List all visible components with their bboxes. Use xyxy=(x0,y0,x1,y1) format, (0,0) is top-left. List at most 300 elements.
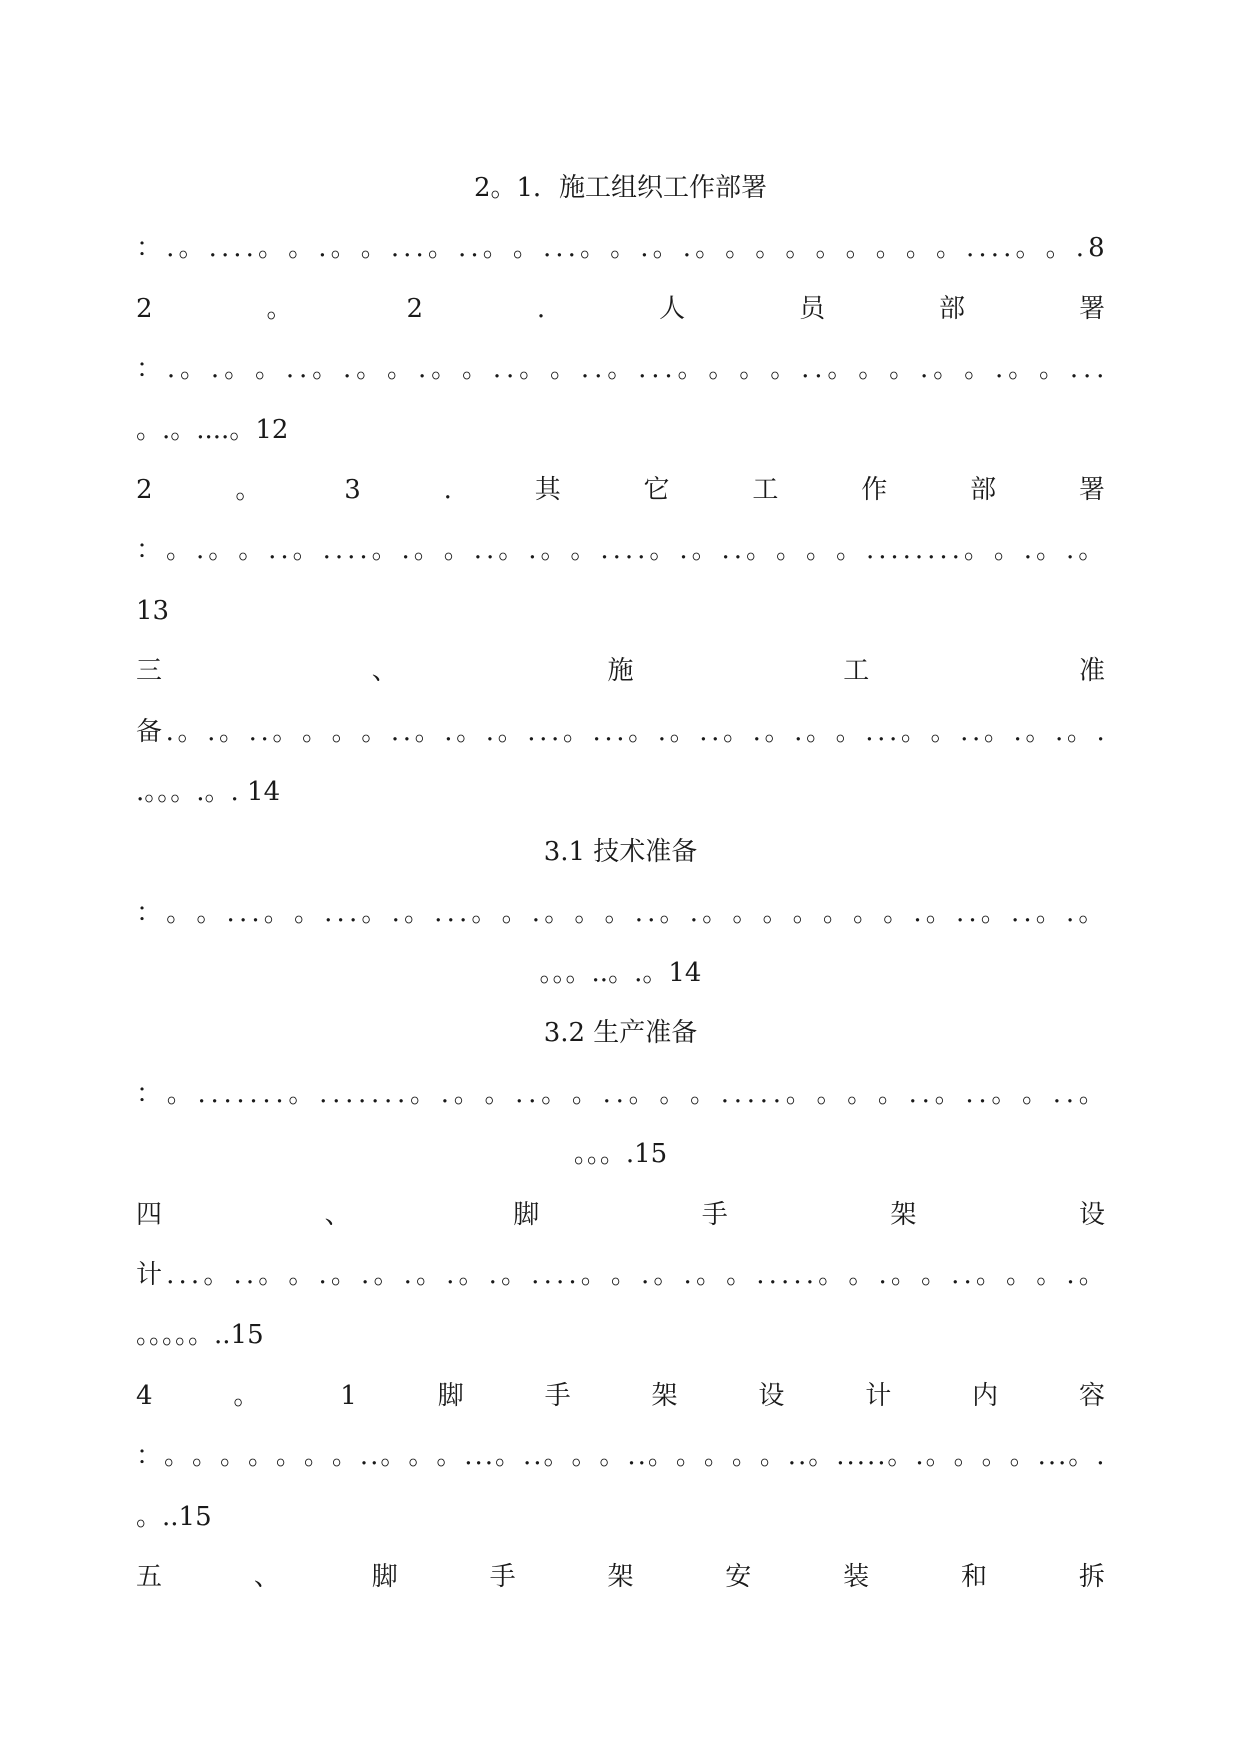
toc-char: . xyxy=(890,535,899,566)
toc-char: . xyxy=(637,535,646,566)
toc-char: 。 xyxy=(925,897,952,928)
toc-char: . xyxy=(960,716,969,747)
toc-char: 。 xyxy=(964,354,991,385)
toc-char: . xyxy=(208,233,217,264)
toc-char: . xyxy=(285,354,295,385)
toc-char: . xyxy=(319,1078,328,1109)
toc-char: . xyxy=(1058,1441,1067,1472)
toc-char: . xyxy=(391,897,400,928)
toc-char: ： xyxy=(136,1441,163,1472)
toc-char: 四 xyxy=(136,1199,163,1230)
toc-char: 。 xyxy=(224,354,251,385)
toc-char: . xyxy=(927,535,936,566)
toc-char: . xyxy=(528,1078,537,1109)
toc-char: . xyxy=(772,1078,781,1109)
toc-char: 。 xyxy=(659,1078,686,1109)
toc-char: . xyxy=(390,716,400,747)
toc-char: 。 xyxy=(653,1260,680,1291)
toc-char: 。 xyxy=(356,354,383,385)
toc-char: . xyxy=(555,233,564,264)
toc-char: . xyxy=(1083,354,1092,385)
toc-char: 。 xyxy=(607,354,634,385)
toc-char: 。 xyxy=(875,233,902,264)
toc-char: . xyxy=(178,1260,187,1291)
toc-char: 。 xyxy=(233,1380,260,1411)
toc-char: 。 xyxy=(1009,1441,1036,1472)
toc-char: 和 xyxy=(961,1561,988,1592)
toc-char: . xyxy=(966,233,975,264)
toc-char: . xyxy=(370,1441,379,1472)
toc-char: 。 xyxy=(703,1441,730,1472)
toc-char: . xyxy=(210,1078,219,1109)
toc-char: . xyxy=(434,897,443,928)
toc-char: . xyxy=(805,1260,815,1291)
toc-char: . xyxy=(464,1441,473,1472)
toc-char: . xyxy=(637,1441,646,1472)
toc-heading: 2。1．施工组织工作部署 xyxy=(473,173,768,203)
toc-char: 。 xyxy=(835,716,862,747)
toc-char: 。 xyxy=(258,233,285,264)
toc-char: 。 xyxy=(759,1441,786,1472)
toc-char: . xyxy=(978,233,987,264)
toc-char: 。 xyxy=(1036,535,1063,566)
toc-char: . xyxy=(220,233,230,264)
toc-char: 。 xyxy=(677,354,704,385)
toc-char: 。 xyxy=(272,716,299,747)
toc-char: 。 xyxy=(792,897,819,928)
toc-char: ： xyxy=(136,354,163,385)
toc-char: ： xyxy=(136,535,163,566)
toc-char: 架 xyxy=(890,1199,917,1230)
toc-char: 。 xyxy=(196,897,223,928)
toc-char: 。 xyxy=(975,1260,1002,1291)
toc-char: 装 xyxy=(843,1561,870,1592)
toc-char: 。 xyxy=(905,233,932,264)
toc-char: 2 xyxy=(406,293,423,324)
toc-char: . xyxy=(801,354,810,385)
toc-char: . xyxy=(1003,233,1012,264)
toc-char: . xyxy=(682,233,691,264)
toc-char: 。 xyxy=(890,1260,917,1291)
toc-char: 。 xyxy=(1078,1260,1105,1291)
toc-char: 。 xyxy=(387,354,414,385)
toc-char: . xyxy=(371,1078,380,1109)
toc-char: . xyxy=(641,1260,650,1291)
toc-char: . xyxy=(968,897,977,928)
toc-char: . xyxy=(592,716,601,747)
toc-char: . xyxy=(978,1078,987,1109)
toc-char: . xyxy=(359,535,368,566)
toc-char: . xyxy=(612,535,621,566)
toc-char: 。 xyxy=(263,897,290,928)
toc-char: 。 xyxy=(702,897,729,928)
toc-char: . xyxy=(689,897,698,928)
toc-char: 、 xyxy=(371,656,398,687)
toc-char: 。 xyxy=(770,354,797,385)
toc-char: 脚 xyxy=(437,1380,464,1411)
toc-char: 。 xyxy=(361,716,388,747)
toc-char: . xyxy=(600,535,609,566)
toc-char: . xyxy=(746,1078,756,1109)
toc-char: 。 xyxy=(275,1441,302,1472)
toc-char: 。 xyxy=(764,716,791,747)
toc-char: 。 xyxy=(361,897,388,928)
toc-char: . xyxy=(679,535,688,566)
toc-char: 。 xyxy=(180,354,207,385)
toc-char: 。 xyxy=(303,1441,330,1472)
toc-char: . xyxy=(657,716,667,747)
toc-char: 。 xyxy=(166,897,193,928)
toc-char: . xyxy=(485,535,495,566)
toc-char: . xyxy=(627,1441,636,1472)
toc-char: . xyxy=(443,474,452,505)
toc-char: 。 xyxy=(1035,897,1062,928)
toc-char: . xyxy=(166,1260,175,1291)
toc-char: . xyxy=(470,233,479,264)
toc-char: . xyxy=(580,354,590,385)
toc-char: . xyxy=(781,1260,790,1291)
toc-char: 、 xyxy=(324,1199,351,1230)
toc-char: 。 xyxy=(980,897,1007,928)
toc-char: . xyxy=(794,716,803,747)
toc-leader xyxy=(136,218,1105,278)
toc-char: . xyxy=(683,1260,692,1291)
toc-char: . xyxy=(522,1441,532,1472)
toc-char: 。 xyxy=(1025,716,1052,747)
toc-char: 。 xyxy=(883,897,910,928)
toc-char: 。 xyxy=(610,233,637,264)
toc-char: 。 xyxy=(293,897,320,928)
toc-char: 。 xyxy=(835,535,862,566)
toc-char: . xyxy=(336,897,345,928)
toc-char: . xyxy=(166,233,175,264)
toc-char: 设 xyxy=(758,1380,785,1411)
toc-char: . xyxy=(914,535,924,566)
toc-char: . xyxy=(1065,897,1075,928)
toc-char: 手 xyxy=(544,1380,571,1411)
toc-char: 。 xyxy=(785,1078,812,1109)
toc-char: . xyxy=(531,1260,540,1291)
toc-char: . xyxy=(908,1078,917,1109)
toc-char: . xyxy=(474,1441,483,1472)
toc-entry xyxy=(136,1185,1105,1366)
toc-char: . xyxy=(444,716,453,747)
toc-char: . xyxy=(415,233,424,264)
toc-char: 4 xyxy=(136,1380,153,1411)
toc-page-number-line: 。..15 xyxy=(136,1501,212,1532)
toc-char: 。 xyxy=(288,1078,315,1109)
toc-char: . xyxy=(275,1078,284,1109)
toc-char: . xyxy=(846,1441,855,1472)
toc-char: . xyxy=(488,1260,497,1291)
toc-heading xyxy=(136,641,1105,701)
toc-char: . xyxy=(403,1260,412,1291)
toc-char: 。 xyxy=(373,1260,400,1291)
toc-char: 内 xyxy=(972,1380,999,1411)
toc-char: . xyxy=(458,233,467,264)
toc-char: . xyxy=(615,1078,624,1109)
toc-char: 。 xyxy=(330,1260,357,1291)
toc-char: 其 xyxy=(534,474,561,505)
toc-char: 。 xyxy=(288,1260,315,1291)
toc-char: 。 xyxy=(604,897,631,928)
toc-char: . xyxy=(473,535,483,566)
toc-char: 员 xyxy=(799,293,826,324)
toc-char: ： xyxy=(136,897,163,928)
toc-char: . xyxy=(721,535,730,566)
toc-char: 。 xyxy=(331,716,358,747)
toc-char: 。 xyxy=(541,1078,568,1109)
toc-char: . xyxy=(318,1260,327,1291)
toc-leader xyxy=(136,1426,1105,1486)
toc-char: 。 xyxy=(691,535,718,566)
toc-leader xyxy=(136,702,1105,762)
toc-char: . xyxy=(446,1260,455,1291)
toc-char: 。 xyxy=(431,354,458,385)
toc-char: . xyxy=(245,233,254,264)
toc-char: 。 xyxy=(993,535,1020,566)
toc-char: . xyxy=(207,716,216,747)
toc-char: 计 xyxy=(136,1260,163,1291)
toc-char: 。 xyxy=(755,233,782,264)
toc-char: . xyxy=(401,535,410,566)
toc-char: 。 xyxy=(933,354,960,385)
toc-char: 。 xyxy=(1015,233,1042,264)
toc-char: 。 xyxy=(858,354,885,385)
toc-char: 。 xyxy=(166,1078,193,1109)
toc-char: 。 xyxy=(845,233,872,264)
toc-char: . xyxy=(197,1078,206,1109)
toc-char: . xyxy=(359,1441,369,1472)
toc-char: 2 xyxy=(136,293,153,324)
toc-char: . xyxy=(251,897,260,928)
toc-char: . xyxy=(733,535,743,566)
toc-char: . xyxy=(528,535,537,566)
toc-char: 安 xyxy=(725,1561,752,1592)
toc-page-number-line: 。.。....。12 xyxy=(136,414,289,445)
toc-char: . xyxy=(955,897,965,928)
toc-char: 。 xyxy=(208,535,235,566)
toc-char: . xyxy=(332,1078,341,1109)
toc-char: . xyxy=(951,535,960,566)
toc-char: 设 xyxy=(1078,1199,1105,1230)
toc-char: . xyxy=(506,354,515,385)
toc-char: 脚 xyxy=(371,1561,398,1592)
toc-char: 。 xyxy=(178,233,205,264)
toc-char: 。 xyxy=(574,897,601,928)
toc-char: 。 xyxy=(501,1260,528,1291)
toc-char: 。 xyxy=(461,354,488,385)
toc-char: . xyxy=(1037,1441,1046,1472)
toc-char: . xyxy=(536,293,546,324)
toc-char: . xyxy=(720,1078,730,1109)
toc-char: . xyxy=(238,897,248,928)
toc-char: 备 xyxy=(136,716,163,747)
toc-char: . xyxy=(913,897,922,928)
toc-char: 。 xyxy=(562,716,589,747)
toc-char: 。 xyxy=(163,1441,190,1472)
toc-char: . xyxy=(616,716,625,747)
toc-char: 。 xyxy=(847,1078,874,1109)
toc-char: . xyxy=(531,897,541,928)
toc-char: 。 xyxy=(302,716,329,747)
toc-char: . xyxy=(245,1260,255,1291)
toc-char: . xyxy=(262,1078,271,1109)
toc-char: 。 xyxy=(1068,1441,1095,1472)
toc-char: 1 xyxy=(340,1380,357,1411)
toc-char: 。 xyxy=(853,897,880,928)
toc-char: . xyxy=(568,1260,577,1291)
toc-char: 。 xyxy=(1066,716,1093,747)
toc-char: 。 xyxy=(219,716,246,747)
toc-char: . xyxy=(877,716,886,747)
toc-char: 。 xyxy=(427,233,454,264)
toc-char: . xyxy=(268,535,277,566)
toc-char: 。 xyxy=(497,716,524,747)
toc-char: 。 xyxy=(815,233,842,264)
toc-char: . xyxy=(965,1078,974,1109)
toc-char: 。 xyxy=(292,535,319,566)
toc-char: 。 xyxy=(739,354,766,385)
toc-char: . xyxy=(1023,535,1033,566)
toc-char: . xyxy=(233,233,242,264)
toc-char: 。 xyxy=(848,1260,875,1291)
toc-char: 。 xyxy=(1078,535,1105,566)
toc-char: . xyxy=(856,1441,865,1472)
toc-char: 。 xyxy=(570,535,597,566)
toc-entry xyxy=(136,158,1105,279)
toc-char: 。 xyxy=(877,1078,904,1109)
toc-char: 。 xyxy=(543,1441,570,1472)
toc-char: . xyxy=(638,354,647,385)
toc-char: 。 xyxy=(649,535,676,566)
toc-char: 。 xyxy=(610,1260,637,1291)
toc-entry xyxy=(136,460,1105,641)
toc-char: 。 xyxy=(484,1078,511,1109)
toc-char: 。 xyxy=(725,233,752,264)
toc-char: 。 xyxy=(1022,1078,1049,1109)
toc-char: 计 xyxy=(865,1380,892,1411)
toc-char: 。 xyxy=(953,1441,980,1472)
toc-char: 。 xyxy=(409,1078,436,1109)
toc-char: 。 xyxy=(512,233,539,264)
toc-char: . xyxy=(889,716,898,747)
toc-heading xyxy=(136,279,1105,339)
toc-char: 。 xyxy=(165,535,192,566)
toc-char: 架 xyxy=(607,1561,634,1592)
toc-leader xyxy=(136,1245,1105,1305)
toc-char: 。 xyxy=(238,535,265,566)
toc-char: 。 xyxy=(695,1260,722,1291)
toc-char: . xyxy=(248,716,257,747)
toc-char: 。 xyxy=(331,1441,358,1472)
toc-char: 。 xyxy=(887,1441,914,1472)
toc-char: . xyxy=(555,1260,565,1291)
toc-char: . xyxy=(939,535,948,566)
toc-char: . xyxy=(318,233,327,264)
toc-char: 。 xyxy=(254,354,281,385)
toc-char: 。 xyxy=(415,1260,442,1291)
toc-char: 。 xyxy=(983,716,1010,747)
toc-char: 。 xyxy=(818,1260,845,1291)
toc-char: 。 xyxy=(628,1078,655,1109)
toc-char: . xyxy=(260,716,269,747)
toc-char: . xyxy=(994,354,1004,385)
toc-char: 。 xyxy=(580,1260,607,1291)
toc-char: . xyxy=(484,1441,494,1472)
toc-char: . xyxy=(768,1260,777,1291)
toc-page-number-line: .。。。.。. 14 xyxy=(136,776,281,807)
toc-char: 。 xyxy=(330,233,357,264)
toc-char: . xyxy=(1066,1260,1075,1291)
toc-char: 部 xyxy=(970,474,997,505)
toc-char: 人 xyxy=(659,293,686,324)
toc-char: 。 xyxy=(785,233,812,264)
toc-page-number-line: 。。。.15 xyxy=(573,1139,668,1170)
toc-char: . xyxy=(920,354,929,385)
toc-char: . xyxy=(542,233,552,264)
toc-char: 手 xyxy=(701,1199,728,1230)
toc-char: 。 xyxy=(963,535,990,566)
toc-char: . xyxy=(190,1260,200,1291)
toc-entry xyxy=(136,1547,1105,1607)
toc-char: 。 xyxy=(762,897,789,928)
toc-char: . xyxy=(345,1078,354,1109)
toc-char: 。 xyxy=(247,1441,274,1472)
toc-char: . xyxy=(972,716,981,747)
toc-char: 手 xyxy=(489,1561,516,1592)
toc-char: 准 xyxy=(1078,656,1105,687)
toc-char: 。 xyxy=(900,716,927,747)
toc-page-number-line: 13 xyxy=(136,595,170,626)
toc-char: 。 xyxy=(659,897,686,928)
toc-char: 。 xyxy=(258,1260,285,1291)
toc-char: 。 xyxy=(414,716,441,747)
toc-char: . xyxy=(165,716,174,747)
toc-char: 。 xyxy=(408,1441,435,1472)
toc-char: 。 xyxy=(453,1078,480,1109)
toc-char: 。 xyxy=(723,716,750,747)
toc-char: 。 xyxy=(501,897,528,928)
toc-char: 。 xyxy=(571,1441,598,1472)
toc-char: . xyxy=(1052,1078,1062,1109)
toc-char: . xyxy=(915,1441,924,1472)
toc-char: . xyxy=(280,535,289,566)
toc-char: . xyxy=(756,1260,765,1291)
toc-char: . xyxy=(1023,897,1032,928)
toc-char: 。 xyxy=(925,1441,952,1472)
toc-char: 。 xyxy=(732,897,759,928)
toc-char: 。 xyxy=(1008,354,1035,385)
toc-char: . xyxy=(1096,716,1105,747)
toc-char: . xyxy=(322,535,331,566)
toc-char: . xyxy=(446,897,455,928)
toc-char: 署 xyxy=(1078,474,1105,505)
toc-char: 。 xyxy=(806,716,833,747)
toc-char: . xyxy=(567,233,576,264)
toc-heading xyxy=(136,1366,1105,1426)
toc-char: 三 xyxy=(136,656,163,687)
toc-char: . xyxy=(210,354,220,385)
toc-char: . xyxy=(384,1078,393,1109)
toc-char: 部 xyxy=(939,293,966,324)
toc-char: . xyxy=(347,535,356,566)
toc-char: . xyxy=(699,716,708,747)
toc-char: 五 xyxy=(136,1561,163,1592)
toc-char: . xyxy=(878,1260,887,1291)
toc-char: 。 xyxy=(403,897,430,928)
toc-char: 。 xyxy=(675,1441,702,1472)
